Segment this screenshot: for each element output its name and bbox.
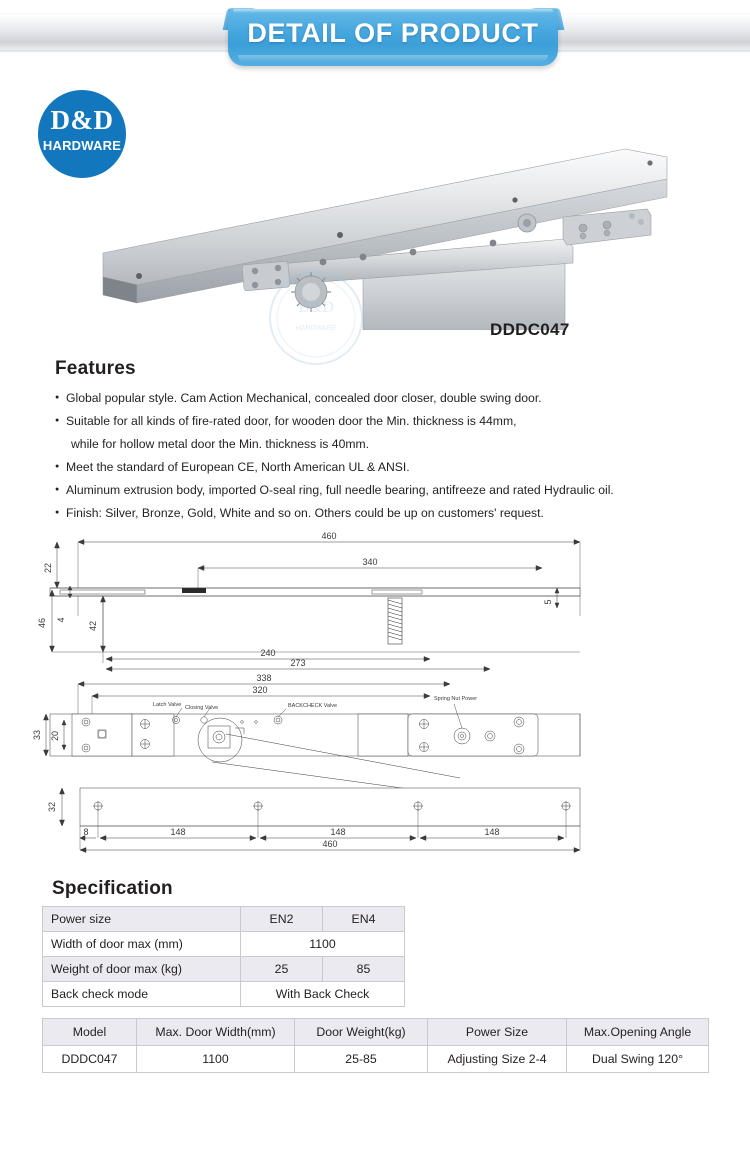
dim-4: 4 xyxy=(56,617,66,623)
feature-item-continuation: while for hollow metal door the Min. thickness is 40mm. xyxy=(71,437,370,451)
technical-drawings xyxy=(30,528,620,863)
table-row xyxy=(43,932,405,957)
drawing-bottom-view xyxy=(47,788,580,853)
product-photo xyxy=(95,135,685,330)
annot-latch-valve: Latch Valve xyxy=(153,702,182,708)
feature-item: ● Meet the standard of European CE, North American UL & ANSI. xyxy=(55,461,735,474)
dim-273: 273 xyxy=(290,658,306,668)
annot-closing-valve: Closing Valve xyxy=(185,705,219,711)
cell-model: DDDC047 xyxy=(43,1046,137,1073)
column-header: Power Size xyxy=(428,1019,567,1046)
dim-148-b: 148 xyxy=(330,827,346,837)
dim-460-bottom: 460 xyxy=(322,839,338,849)
cell-opening-angle: Dual Swing 120° xyxy=(567,1046,709,1073)
column-header: Model xyxy=(43,1019,137,1046)
row-value: 25 xyxy=(241,957,323,982)
row-label: Back check mode xyxy=(43,982,241,1007)
brand-logo-name: D&D xyxy=(50,105,114,135)
features-list xyxy=(55,392,735,530)
cell-power-size: Adjusting Size 2-4 xyxy=(428,1046,567,1073)
drawing-middle-view xyxy=(32,673,580,796)
dim-338: 338 xyxy=(256,673,272,683)
dim-42: 42 xyxy=(88,620,98,632)
banner-title: DETAIL OF PRODUCT xyxy=(247,18,539,48)
brand-logo-subtitle: HARDWARE xyxy=(42,138,122,153)
annot-backcheck-valve: BACKCHECK Valve xyxy=(288,703,338,709)
dim-22: 22 xyxy=(43,562,53,574)
dim-8: 8 xyxy=(83,827,89,837)
spec-table-model xyxy=(42,1018,709,1073)
column-header: Door Weight(kg) xyxy=(295,1019,428,1046)
table-row xyxy=(43,982,405,1007)
column-header: Max.Opening Angle xyxy=(567,1019,709,1046)
row-value: With Back Check xyxy=(241,982,405,1007)
table-row xyxy=(43,957,405,982)
row-value: 85 xyxy=(323,957,405,982)
feature-item: ● Finish: Silver, Bronze, Gold, White and so on. Others could be up on customers' request. xyxy=(55,507,735,520)
dim-32: 32 xyxy=(47,801,57,813)
dim-20: 20 xyxy=(50,730,60,742)
feature-item: ● Suitable for all kinds of fire-rated door, for wooden door the Min. thickness is 44mm, xyxy=(55,415,735,428)
svg-text:HARDWARE: HARDWARE xyxy=(295,325,337,332)
table-row xyxy=(43,1046,709,1073)
dim-460-top: 460 xyxy=(321,531,337,541)
drawing-top-view xyxy=(37,531,580,672)
row-label: Power size xyxy=(43,907,241,932)
dim-5: 5 xyxy=(543,599,553,605)
table-row xyxy=(43,907,405,932)
dim-240: 240 xyxy=(260,648,276,658)
specification-heading: Specification xyxy=(52,878,173,899)
svg-text:D&D: D&D xyxy=(298,299,334,316)
dim-340: 340 xyxy=(362,557,378,567)
dim-148-a: 148 xyxy=(170,827,186,837)
spec-table-power xyxy=(42,906,405,1007)
banner-ribbon xyxy=(228,9,558,66)
drawings-svg xyxy=(30,528,620,863)
page-banner xyxy=(0,0,750,80)
feature-item: ● Global popular style. Cam Action Mechanical, concealed door closer, double swing door. xyxy=(55,392,735,405)
row-value: 1100 xyxy=(241,932,405,957)
dim-46: 46 xyxy=(37,617,47,629)
dim-320: 320 xyxy=(252,685,268,695)
dim-33: 33 xyxy=(32,729,42,741)
column-header: Max. Door Width(mm) xyxy=(137,1019,295,1046)
product-model-label: DDDC047 xyxy=(490,320,570,339)
row-label: Width of door max (mm) xyxy=(43,932,241,957)
row-label: Weight of door max (kg) xyxy=(43,957,241,982)
annot-spring-nut: Spring Nut Power xyxy=(434,696,478,702)
cell-door-weight: 25-85 xyxy=(295,1046,428,1073)
features-heading: Features xyxy=(55,358,136,379)
product-illustration xyxy=(95,135,685,330)
table-header-row xyxy=(43,1019,709,1046)
cell-door-width: 1100 xyxy=(137,1046,295,1073)
feature-item: ● Aluminum extrusion body, imported O-seal ring, full needle bearing, antifreeze and rated Hydraulic oil. xyxy=(55,484,735,497)
row-value: EN4 xyxy=(323,907,405,932)
dim-148-c: 148 xyxy=(484,827,500,837)
row-value: EN2 xyxy=(241,907,323,932)
